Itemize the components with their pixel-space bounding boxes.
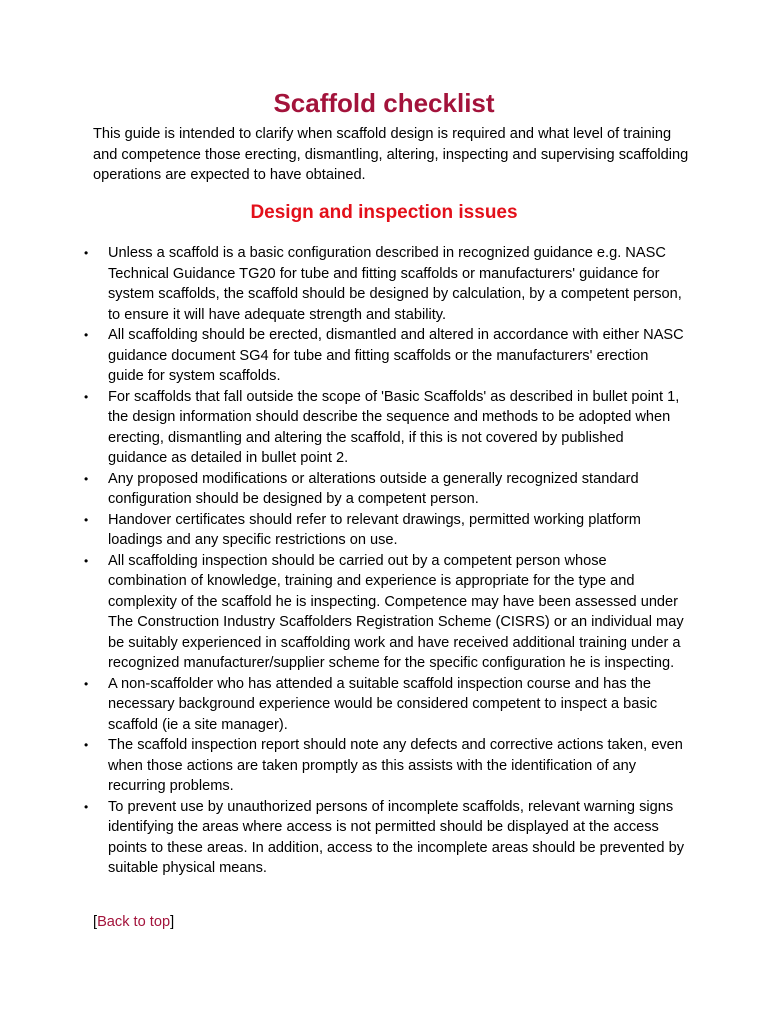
bullet-icon: • — [84, 553, 89, 568]
list-item-text: Unless a scaffold is a basic configuration described in recognized guidance e.g. NASC Technical Guidance TG20 for tube and fitting scaffolds or manufacturers' guidance for system scaffolds, the scaffold should be designed by calculation, by a competent person, to ensure it will have adequate strength and stability. — [108, 245, 682, 323]
list-item-text: Handover certificates should refer to relevant drawings, permitted working platform loadings and any specific restrictions on use. — [108, 511, 641, 548]
list-item — [0, 387, 768, 469]
list-item-text: A non-scaffolder who has attended a suitable scaffold inspection course and has the necessary background experience would be considered competent to inspect a basic scaffold (ie a site manager). — [108, 675, 658, 733]
bullet-icon: • — [84, 389, 89, 404]
page-title: Scaffold checklist — [273, 88, 495, 118]
bullet-icon: • — [84, 738, 89, 752]
list-item — [0, 551, 768, 674]
back-to-top — [93, 912, 174, 933]
list-item — [0, 469, 768, 510]
list-item-text: All scaffolding inspection should be carried out by a competent person whose combination of knowledge, training and experience is appropriate for the type and complexity of the scaffold he is inspecting. Competence may have been assessed under The Construction Industry Scaffolders Registration Scheme (CISRS) or an individual may be suitably experienced in scaffolding work and have received additional training under a recognized manufacturer/supplier scheme for the specific configuration he is inspecting. — [108, 552, 684, 671]
list-item — [0, 735, 768, 797]
list-item — [0, 797, 768, 879]
bullet-icon: • — [84, 799, 89, 814]
section-heading: Design and inspection issues — [250, 202, 518, 223]
intro-paragraph: This guide is intended to clarify when scaffold design is required and what level of training and competence those erecting, dismantling, altering, inspecting and supervising scaffolding operations are expected to have obtained. — [93, 126, 689, 183]
list-item — [0, 510, 768, 551]
list-item-text: Any proposed modifications or alterations outside a generally recognized standard configuration should be designed by a competent person. — [108, 470, 639, 507]
close-bracket: ] — [170, 914, 175, 930]
bullet-icon: • — [84, 676, 89, 691]
back-to-top-link[interactable]: Back to top — [97, 914, 171, 930]
list-item-text: For scaffolds that fall outside the scope of 'Basic Scaffolds' as described in bullet point 1, the design information should describe the sequence and methods to be adopted when erecting, dismantling and altering the scaffold, if this is not covered by published guidance as detailed in bullet point 2. — [108, 388, 680, 466]
list-item — [0, 243, 768, 325]
open-bracket: [ — [93, 914, 98, 930]
list-item — [0, 674, 768, 736]
list-item-text: The scaffold inspection report should note any defects and corrective actions taken, even when those actions are taken promptly as this assists with the identification of any recurring problems. — [108, 737, 683, 794]
bullet-icon: • — [84, 328, 89, 342]
list-item — [0, 325, 768, 387]
bullet-icon: • — [84, 246, 89, 260]
bullet-icon: • — [84, 471, 89, 486]
list-item-text: All scaffolding should be erected, dismantled and altered in accordance with either NASC guidance document SG4 for tube and fitting scaffolds or the manufacturers' erection guide for system scaffolds. — [108, 327, 684, 384]
list-item-text: To prevent use by unauthorized persons of incomplete scaffolds, relevant warning signs identifying the areas where access is not permitted should be displayed at the access points to these areas. In addition, access to the incomplete areas should be prevented by suitable physical means. — [108, 798, 685, 876]
bullet-list — [0, 243, 768, 879]
bullet-icon: • — [84, 512, 89, 527]
